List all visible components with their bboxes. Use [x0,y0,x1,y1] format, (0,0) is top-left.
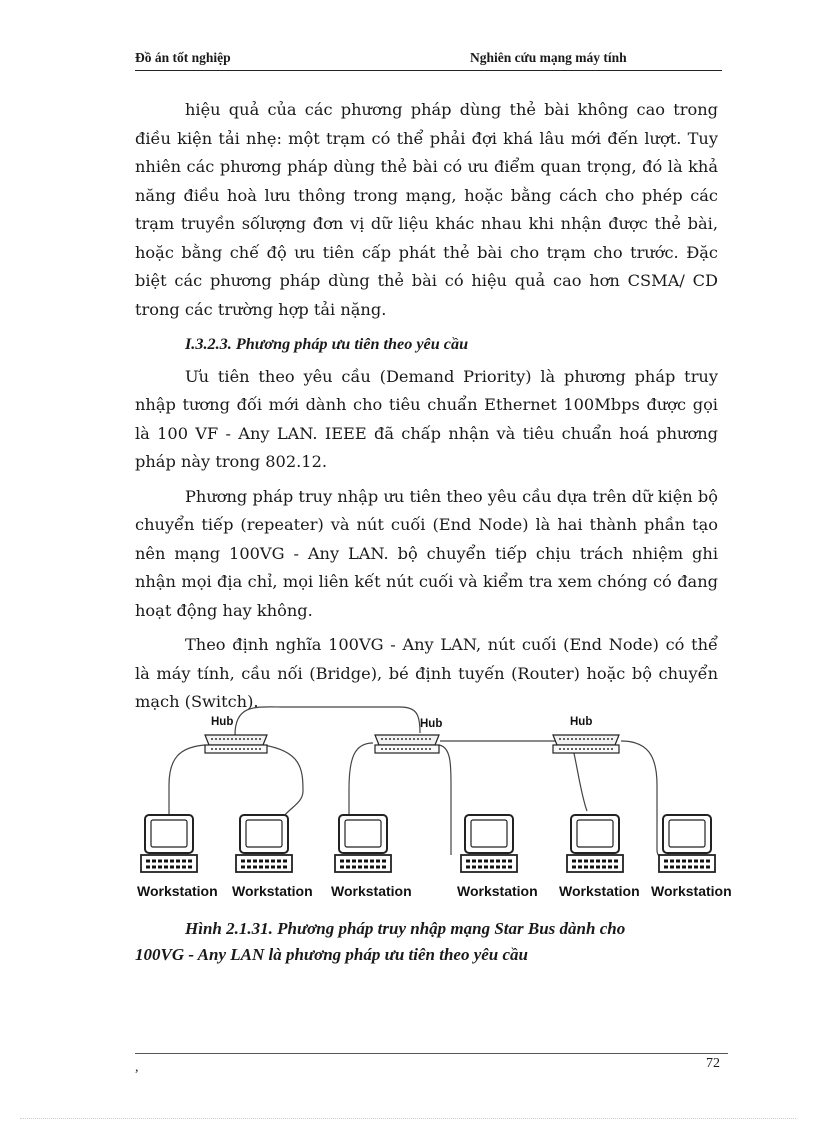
hub-1-body [205,735,267,745]
paragraph-repeater-endnode: Phương pháp truy nhập ưu tiên theo yêu cầu dựa trên dữ kiện bộ chuyển tiếp (repeater) và nút cuối (End Node) là hai thành phần tạo nên mạng 100VG - Any LAN. bộ chuyển tiếp chịu trách nhiệm ghi nhận mọi địa chỉ, mọi liên kết nút cuối và kiểm tra xem chóng có đang hoạt động hay không. [135,486,718,620]
paragraph-token-methods: hiệu quả của các phương pháp dùng thẻ bài không cao trong điều kiện tải nhẹ: một trạm có thể phải đợi khá lâu mới đến lượt. Tuy nhiên các phương pháp dùng thẻ bài có ưu điểm quan trọng, đó là khả năng điều hoà lưu thông trong mạng, hoặc bằng cách cho phép các trạm truyền sốlượng đơn vị dữ liệu khác nhau khi nhận được thẻ bài, hoặc bằng chế độ ưu tiên cấp phát thẻ bài cho trạm cho trước. Đặc biệt các phương pháp dùng thẻ bài có hiệu quả cao hơn CSMA/ CD trong các trường hợp tải nặng. [135,100,718,319]
hub-3-label: Hub [570,716,593,728]
keyboard-icon [567,855,623,872]
keyboard-icon [335,855,391,872]
caption-line-2: 100VG - Any LAN là phương pháp ưu tiên theo yêu cầu [135,945,528,964]
workstation-1 [137,815,218,899]
hub-2-body [375,735,439,745]
paragraph-endnode-definition: Theo định nghĩa 100VG - Any LAN, nút cuối (End Node) có thể là máy tính, cầu nối (Bridge), bé định tuyến (Router) hoặc bộ chuyển mạch (Switch). [135,635,718,711]
workstation-2-label: Workstation [232,883,313,899]
section-heading: I.3.2.3. Phương pháp ưu tiên theo yêu cầu [185,335,469,353]
workstation-1-label: Workstation [137,883,218,899]
page-bottom-edge [20,1118,796,1119]
header-left-title: Đồ án tốt nghiệp [135,50,231,65]
footer-divider [135,1053,728,1054]
network-diagram [135,705,745,905]
caption-line-1: Hình 2.1.31. Phương pháp truy nhập mạng Star Bus dành cho [185,919,626,938]
paragraph-demand-priority: Ưu tiên theo yêu cầu (Demand Priority) là phương pháp truy nhập tương đối mới dành cho tiêu chuẩn Ethernet 100Mbps được gọi là 100 VF - Any LAN. IEEE đã chấp nhận và tiêu chuẩn hoá phương pháp này trong 802.12. [135,366,718,471]
hub3-ws5-cable [573,749,587,811]
keyboard-icon [461,855,517,872]
star-bus-figure [135,705,745,905]
hub-2 [375,718,442,753]
workstation-6 [651,815,732,899]
hub-2-label: Hub [420,718,443,730]
workstation-4 [457,815,538,899]
header-right-title: Nghiên cứu mạng máy tính [470,50,627,65]
workstation-3 [331,815,412,899]
hub3-ws6-cable [621,741,667,861]
page-body [135,96,718,723]
hub-1-label: Hub [211,716,234,728]
hub2-ws4-cable [439,745,451,855]
keyboard-icon [659,855,715,872]
hub2-ws3-cable [349,743,373,817]
workstation-5-label: Workstation [559,883,640,899]
workstation-3-label: Workstation [331,883,412,899]
workstation-2 [232,815,313,899]
footer-mark: , [135,1060,139,1075]
figure-caption [135,916,718,968]
keyboard-icon [141,855,197,872]
hub-3 [553,716,619,753]
hub1-hub2-cable [235,707,420,735]
keyboard-icon [236,855,292,872]
workstation-6-label: Workstation [651,883,732,899]
hub1-ws2-cable [263,745,303,823]
workstation-4-label: Workstation [457,883,538,899]
page-header [135,50,722,71]
hub-1 [205,716,267,753]
workstation-5 [559,815,640,899]
hub-3-body [553,735,619,745]
page-number: 72 [706,1056,720,1071]
